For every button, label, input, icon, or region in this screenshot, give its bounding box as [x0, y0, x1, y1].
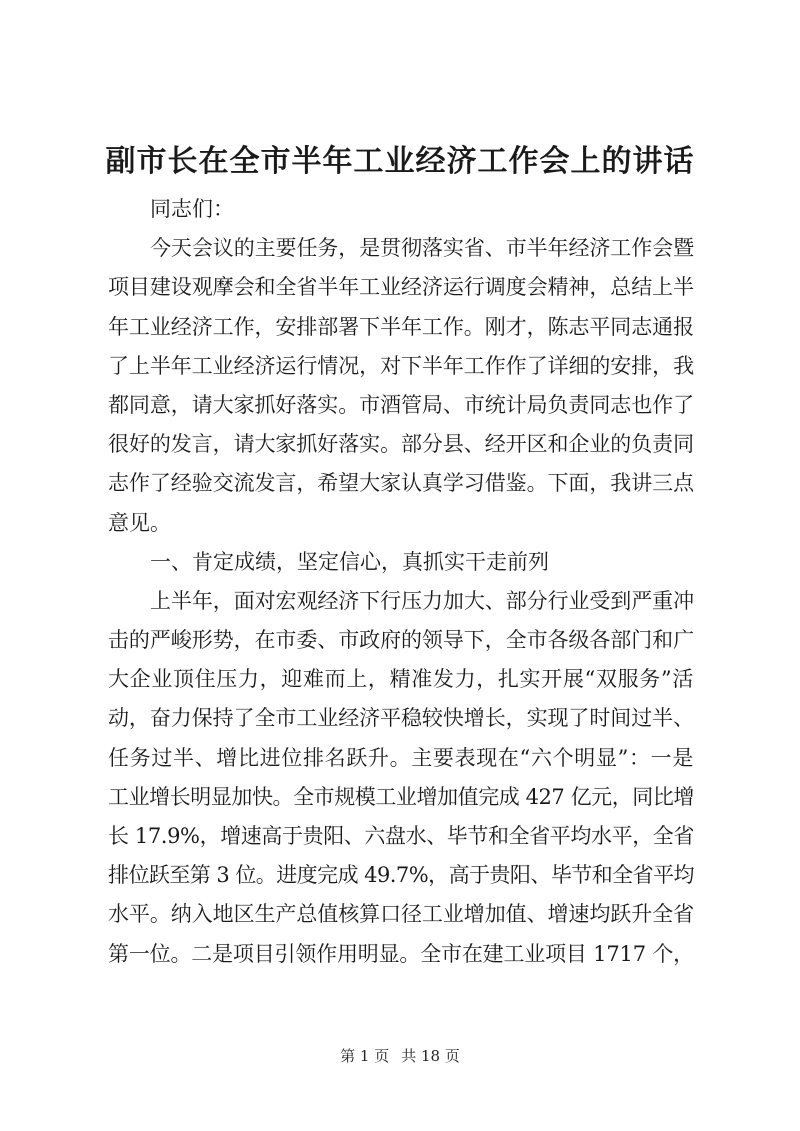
page-footer [0, 1045, 800, 1067]
text-line: 大企业顶住压力，迎难而上，精准发力，扎实开展“双服务”活 [108, 667, 694, 692]
text-line: 长 17.9%，增速高于贵阳、六盘水、毕节和全省平均水平，全省 [108, 824, 694, 848]
text-line: 动，奋力保持了全市工业经济平稳较快增长，实现了时间过半、 [108, 706, 694, 731]
text-line: 任务过半、增比进位排名跃升。主要表现在“六个明显”：一是 [108, 745, 694, 770]
text-line: 很好的发言，请大家抓好落实。部分县、经开区和企业的负责同 [108, 432, 694, 457]
text-line: 击的严峻形势，在市委、市政府的领导下，全市各级各部门和广 [108, 628, 694, 653]
text-line: 第一位。二是项目引领作用明显。全市在建工业项目 1717 个， [108, 941, 694, 966]
text-line: 年工业经济工作，安排部署下半年工作。刚才，陈志平同志通报 [108, 314, 694, 339]
text-line: 一、肯定成绩，坚定信心，真抓实干走前列 [150, 549, 549, 574]
text-line: 排位跃至第 3 位。进度完成 49.7%，高于贵阳、毕节和全省平均 [108, 863, 694, 888]
text-line: 工业增长明显加快。全市规模工业增加值完成 427 亿元，同比增 [108, 784, 694, 809]
text-line: 同志们： [150, 197, 234, 221]
document-title: 副市长在全市半年工业经济工作会上的讲话 [105, 144, 695, 179]
text-line: 意见。 [108, 510, 171, 535]
text-line: 上半年，面对宏观经济下行压力加大、部分行业受到严重冲 [150, 588, 694, 613]
page-total: 共 18 页 [401, 1047, 460, 1065]
text-line: 志作了经验交流发言，希望大家认真学习借鉴。下面，我讲三点 [108, 471, 694, 496]
text-line: 项目建设观摩会和全省半年工业经济运行调度会精神，总结上半 [108, 275, 694, 300]
text-line: 水平。纳入地区生产总值核算口径工业增加值、增速均跃升全省 [108, 902, 694, 927]
page-number: 第 1 页 [340, 1047, 390, 1065]
text-line: 了上半年工业经济运行情况，对下半年工作作了详细的安排，我 [108, 353, 694, 378]
text-line: 今天会议的主要任务，是贯彻落实省、市半年经济工作会暨 [150, 236, 694, 261]
document-body [108, 190, 694, 974]
text-line: 都同意，请大家抓好落实。市酒管局、市统计局负责同志也作了 [108, 392, 694, 417]
